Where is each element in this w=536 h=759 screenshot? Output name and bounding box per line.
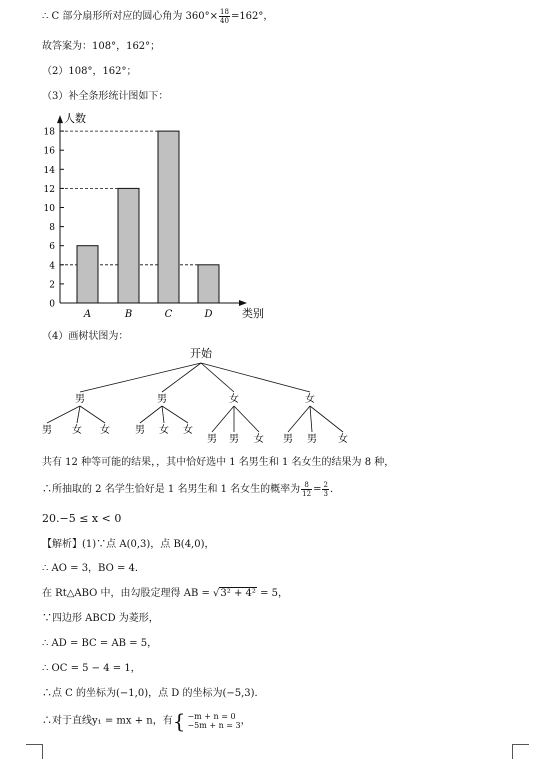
bar-chart: [40, 108, 270, 323]
y-tick-label: 16: [43, 146, 55, 157]
x-tick-label: B: [124, 309, 133, 320]
line-4: （3）补全条形统计图如下：: [42, 91, 169, 102]
tree-branch: [310, 406, 343, 432]
line-15: ∴点 C 的坐标为(−1,0)，点 D 的坐标为(−5,3)．: [42, 688, 265, 699]
tree-level2-label: 男: [42, 425, 52, 436]
tree-level2-label: 女: [159, 425, 169, 436]
tree-branch: [162, 406, 164, 423]
x-axis-arrow: [239, 300, 247, 306]
tree-root-label: 开始: [190, 347, 212, 360]
fraction-18-40: [219, 8, 230, 25]
y-axis-label: 人数: [64, 112, 86, 126]
tree-level1-label: 男: [157, 394, 167, 405]
y-tick-label: 0: [49, 299, 55, 310]
tree-level2-label: 男: [135, 425, 145, 436]
y-tick-label: 18: [43, 127, 55, 138]
y-tick-label: 14: [43, 165, 55, 176]
tree-branch: [140, 406, 162, 423]
x-tick-label: C: [164, 309, 173, 320]
fraction-2-3: [322, 481, 328, 498]
tree-level1-label: 女: [305, 394, 315, 405]
corner-mark-left: [26, 744, 43, 759]
equation-1: −m + n = 0: [187, 712, 236, 721]
corner-mark-right: [512, 744, 529, 759]
y-tick-label: 8: [49, 223, 55, 234]
line-14: ∴ OC = 5 − 4 = 1，: [42, 663, 141, 674]
line-11-prefix: 在 Rt△ABO 中，由勾股定理得 AB =: [42, 588, 214, 599]
equals-sign: =: [313, 484, 322, 495]
line-1-prefix: ∴ C 部分扇形所对应的圆心角为 360°×: [42, 11, 219, 22]
sqrt-sign: √: [213, 588, 220, 599]
tree-branch: [310, 406, 312, 432]
line-11-suffix: = 5，: [256, 588, 289, 599]
line-2: 故答案为：108°，162°；: [42, 41, 161, 52]
y-tick-label: 6: [49, 242, 55, 253]
fraction-den: 40: [220, 17, 229, 25]
tree-level2-label: 女: [100, 425, 110, 436]
sqrt-radicand: 3² + 4²: [220, 588, 256, 599]
tree-branch: [80, 363, 201, 392]
bar-A: [77, 246, 98, 303]
tree-level2-label: 男: [283, 434, 293, 445]
tree-branch: [234, 406, 259, 432]
y-tick-label: 4: [49, 261, 55, 272]
bar-C: [158, 131, 179, 303]
bar-B: [118, 188, 139, 303]
line-1: [42, 8, 273, 25]
tree-level2-label: 男: [229, 434, 239, 445]
tree-level2-label: 男: [307, 434, 317, 445]
fraction-8-12: [301, 481, 312, 498]
tree-level2-label: 男: [207, 434, 217, 445]
line-16: [42, 709, 251, 733]
equation-2: −5m + n = 3: [187, 721, 241, 730]
line-8: 20.−5 ≤ x < 0: [42, 512, 122, 525]
tree-level2-label: 女: [254, 434, 264, 445]
line-1-suffix: =162°，: [230, 11, 274, 22]
tree-level2-label: 女: [72, 425, 82, 436]
tree-branch: [162, 406, 188, 423]
fraction-den: 12: [302, 490, 312, 498]
x-tick-label: A: [83, 309, 92, 320]
y-tick-label: 10: [43, 204, 55, 214]
line-7-suffix: ．: [329, 484, 340, 495]
tree-branch: [212, 406, 234, 432]
line-13: ∴ AD = BC = AB = 5，: [42, 638, 158, 649]
line-10: ∴ AO = 3，BO = 4．: [42, 563, 145, 574]
x-tick-label: D: [204, 309, 213, 320]
line-6: 共有 12 种等可能的结果，，其中恰好选中 1 名男生和 1 名女生的结果为 8 种，: [42, 457, 395, 468]
tree-diagram: [38, 345, 378, 445]
left-brace: {: [172, 709, 186, 733]
bar-D: [198, 265, 219, 303]
y-tick-label: 2: [49, 280, 55, 291]
line-11: [42, 587, 288, 601]
fraction-num: 8: [301, 481, 312, 490]
y-tick-label: 12: [43, 184, 55, 195]
tree-level2-label: 女: [338, 434, 348, 445]
tree-branch: [47, 406, 80, 423]
tree-level1-label: 男: [75, 394, 85, 405]
line-9: 【解析】(1)∵点 A(0,3)，点 B(4,0)，: [42, 539, 215, 550]
tree-branch: [288, 406, 310, 432]
y-axis-arrow: [57, 115, 63, 123]
x-axis-label: 类别: [242, 307, 264, 320]
line-7: [42, 481, 340, 498]
tree-level2-label: 女: [183, 425, 193, 436]
fraction-num: 2: [323, 481, 328, 489]
tree-branch: [80, 406, 105, 423]
fraction-num: 18: [220, 8, 229, 16]
tree-branch: [77, 406, 80, 423]
fraction-den: 3: [323, 490, 328, 498]
line-16-prefix: ∴对于直线y₁ = mx + n，有: [42, 715, 173, 727]
line-12: ∵四边形 ABCD 为菱形，: [42, 613, 159, 624]
line-5: （4）画树状图为：: [42, 331, 129, 342]
tree-level1-label: 女: [229, 394, 239, 405]
line-3: （2）108°，162°；: [42, 66, 137, 77]
line-7-prefix: ∴所抽取的 2 名学生恰好是 1 名男生和 1 名女生的概率为: [42, 484, 301, 495]
line-16-suffix: ，: [240, 715, 251, 727]
equation-system: [187, 712, 240, 730]
